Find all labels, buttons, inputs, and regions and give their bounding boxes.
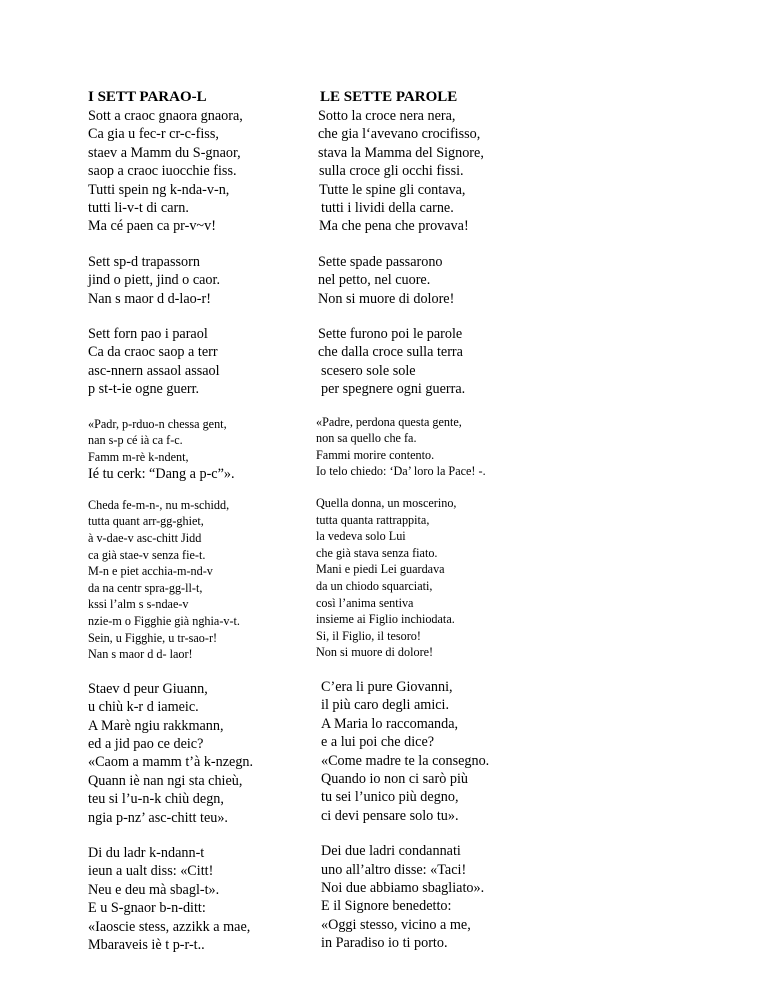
- italian-column: [316, 88, 556, 953]
- poem-line: stava la Mamma del Signore,: [318, 144, 484, 161]
- dialect-title: I SETT PARAO-L: [88, 89, 207, 105]
- poem-line: tutta quant arr-gg-ghiet,: [88, 514, 204, 529]
- poem-line: «Caom a mamm t’à k-nzegn.: [88, 754, 254, 771]
- poem-line: non sa quello che fa.: [316, 431, 417, 446]
- dialect-stanza-2: [88, 253, 308, 308]
- poem-line: E il Signore benedetto:: [321, 898, 452, 915]
- poem-line: Famm m-rè k-ndent,: [88, 449, 189, 464]
- poem-line: Neu e deu mà sbagl-t».: [88, 881, 220, 898]
- poem-line: Sette furono poi le parole: [318, 326, 463, 343]
- poem-line: che dalla croce sulla terra: [318, 344, 463, 361]
- poem-line: Ié tu cerk: “Dang a p-c”».: [88, 466, 235, 483]
- poem-line: Io telo chiedo: ‘Da’ loro la Pace! -.: [316, 464, 486, 479]
- poem-line: sulla croce gli occhi fissi.: [319, 163, 464, 180]
- poem-line: staev a Mamm du S-gnaor,: [88, 144, 241, 161]
- poem-line: e a lui poi che dice?: [321, 734, 435, 751]
- poem-line: «Iaoscie stess, azzikk a mae,: [88, 918, 251, 935]
- poem-line: Nan s maor d d-lao-r!: [88, 290, 211, 307]
- poem-line: u chiù k-r d iameic.: [88, 699, 199, 716]
- poem-line: in Paradiso io ti porto.: [321, 935, 448, 952]
- poem-line: Quella donna, un moscerino,: [316, 496, 457, 511]
- poem-line: p st-t-ie ogne guerr.: [88, 381, 200, 398]
- poem-line: tu sei l’unico più degno,: [321, 789, 459, 806]
- poem-line: Sott a craoc gnaora gnaora,: [88, 108, 243, 124]
- italian-stanza-3: [316, 325, 556, 399]
- poem-line: «Come madre te la consegno.: [321, 752, 490, 769]
- italian-stanza-4: [316, 414, 556, 480]
- poem-line: «Oggi stesso, vicino a me,: [321, 916, 471, 933]
- poem-line: uno all’altro disse: «Taci!: [321, 861, 467, 878]
- poem-line: ci devi pensare solo tu».: [321, 807, 459, 824]
- poem-line: la vedeva solo Lui: [316, 529, 406, 544]
- poem-line: nzie-m o Figghie già nghia-v-t.: [88, 614, 240, 629]
- poem-line: nan s-p cé ià ca f-c.: [88, 433, 183, 448]
- poem-line: Sett forn pao i paraol: [88, 326, 208, 343]
- poem-line: ca già stae-v senza fie-t.: [88, 547, 206, 562]
- poem-line: Non si muore di dolore!: [318, 290, 455, 307]
- dialect-stanza-1: [88, 107, 308, 236]
- poem-line: da na centr spra-gg-ll-t,: [88, 580, 203, 595]
- poem-line: Tutti spein ng k-nda-v-n,: [88, 181, 230, 198]
- poem-line: Di du ladr k-ndann-t: [88, 845, 205, 862]
- poem-line: nel petto, nel cuore.: [318, 272, 431, 289]
- poem-line: Quann iè nan ngi sta chieù,: [88, 772, 243, 789]
- poem-line: Nan s maor d d- laor!: [88, 647, 193, 662]
- poem-line: Quando io non ci sarò più: [321, 771, 468, 788]
- poem-line: ieun a ualt diss: «Citt!: [88, 863, 214, 880]
- dialect-stanza-5: [88, 497, 308, 663]
- italian-stanza-2: [316, 253, 556, 308]
- poem-line: così l’anima sentiva: [316, 595, 414, 610]
- poem-line: tutti i lividi della carne.: [321, 200, 454, 217]
- italian-stanza-1: [316, 107, 556, 236]
- poem-line: Cheda fe-m-n-, nu m-schidd,: [88, 497, 230, 512]
- poem-line: che gia l‘avevano crocifisso,: [318, 126, 481, 143]
- poem-line: Tutte le spine gli contava,: [319, 181, 466, 198]
- poem-line: Noi due abbiamo sbagliato».: [321, 880, 485, 897]
- poem-line: Fammi morire contento.: [316, 447, 435, 462]
- poem-line: il più caro degli amici.: [321, 697, 450, 714]
- poem-line: A Marè ngiu rakkmann,: [88, 717, 224, 734]
- italian-stanza-6: [316, 678, 556, 825]
- dialect-column: [88, 88, 308, 955]
- poem-line: saop a craoc iuocchie fiss.: [88, 163, 237, 180]
- poem-line: tutti li-v-t di carn.: [88, 200, 189, 217]
- dialect-stanza-7: [88, 844, 308, 954]
- poem-line: «Padr, p-rduo-n chessa gent,: [88, 416, 227, 431]
- poem-line: Ca gia u fec-r cr-c-fiss,: [88, 126, 219, 143]
- italian-stanza-5: [316, 495, 556, 661]
- poem-line: teu si l’u-n-k chiù degn,: [88, 791, 224, 808]
- poem-line: asc-nnern assaol assaol: [88, 362, 220, 379]
- poem-line: ngia p-nz’ asc-chitt teu».: [88, 809, 228, 826]
- poem-line: Sette spade passarono: [318, 253, 443, 270]
- poem-line: Ma che pena che provava!: [319, 218, 469, 235]
- poem-line: Si, il Figlio, il tesoro!: [316, 628, 421, 643]
- poem-line: Sein, u Figghie, u tr-sao-r!: [88, 630, 218, 645]
- poem-line: A Maria lo raccomanda,: [321, 715, 459, 732]
- poem-line: C’era li pure Giovanni,: [321, 679, 453, 695]
- poem-line: ed a jid pao ce deic?: [88, 736, 204, 753]
- dialect-stanza-3: [88, 325, 308, 399]
- dialect-stanza-4: [88, 416, 308, 484]
- poem-line: Sotto la croce nera nera,: [318, 108, 456, 124]
- poem-line: kssi l’alm s s-ndae-v: [88, 597, 189, 612]
- poem-line: tutta quanta rattrappita,: [316, 512, 430, 527]
- poem-line: che già stava senza fiato.: [316, 545, 438, 560]
- poem-line: Staev d peur Giuann,: [88, 680, 208, 697]
- poem-line: Dei due ladri condannati: [321, 843, 461, 860]
- poem-line: à v-dae-v asc-chitt Jidd: [88, 531, 202, 546]
- poem-line: Non si muore di dolore!: [316, 645, 434, 660]
- poem-line: insieme ai Figlio inchiodata.: [316, 612, 455, 627]
- poem-line: M-n e piet acchia-m-nd-v: [88, 564, 213, 579]
- poem-line: Ma cé paen ca pr-v~v!: [88, 218, 216, 235]
- poem-line: per spegnere ogni guerra.: [321, 381, 466, 398]
- poem-line: «Padre, perdona questa gente,: [316, 414, 462, 429]
- poem-line: Mani e piedi Lei guardava: [316, 562, 445, 577]
- italian-title: LE SETTE PAROLE: [320, 89, 458, 105]
- poem-line: Mbaraveis iè t p-r-t..: [88, 937, 205, 954]
- poem-line: Ca da craoc saop a terr: [88, 344, 218, 361]
- dialect-stanza-6: [88, 680, 308, 827]
- poem-line: da un chiodo squarciati,: [316, 579, 433, 594]
- poem-line: Sett sp-d trapassorn: [88, 253, 200, 270]
- poem-line: scesero sole sole: [321, 362, 416, 379]
- poem-line: E u S-gnaor b-n-ditt:: [88, 900, 206, 917]
- italian-stanza-7: [316, 842, 556, 952]
- poem-line: jind o piett, jind o caor.: [88, 272, 221, 289]
